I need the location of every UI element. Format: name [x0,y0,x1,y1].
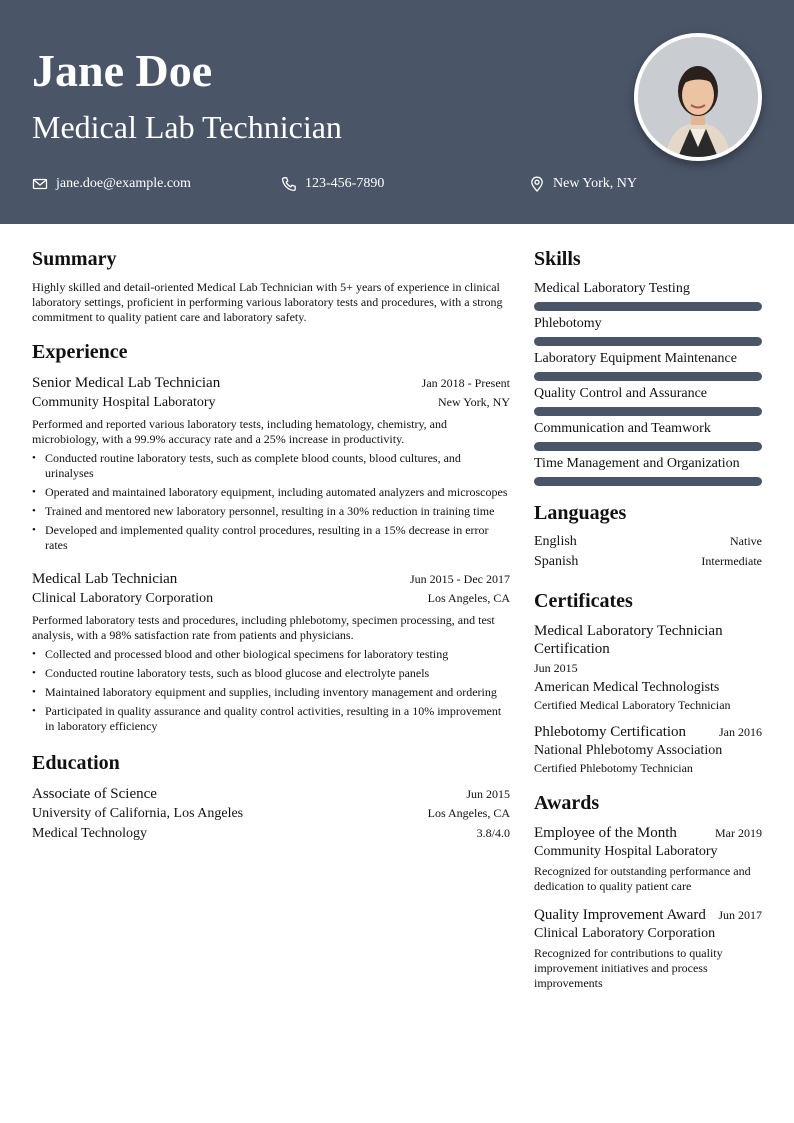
job-dates: Jan 2018 - Present [421,376,510,390]
job-bullets [32,647,510,734]
job-entry [32,569,510,734]
certificate-date: Jun 2015 [534,661,578,675]
job-description: Performed and reported various laboratory tests, including hematology, chemistry, and microbiology, with a 99.9% accuracy rate and a 25% increase in productivity. [32,417,447,446]
job-description: Performed laboratory tests and procedures, including phlebotomy, specimen processing, and test analysis, with a 98% satisfaction rate from patients and physicians. [32,613,495,642]
language-name: English [534,534,577,549]
award-title: Employee of the Month [534,825,677,841]
certificate-issuer: American Medical Technologists [534,680,720,695]
certificate-date: Jan 2016 [719,725,762,739]
list-item: • Conducted routine laboratory tests, such as blood glucose and electrolyte panels [32,666,510,681]
language-name: Spanish [534,554,579,569]
awards-section [534,790,762,991]
job-location: Los Angeles, CA [427,591,510,605]
skill-item [534,350,762,381]
award-org: Community Hospital Laboratory [534,844,718,859]
degree-name: Associate of Science [32,786,157,802]
certificates-section [534,588,762,776]
languages-section [534,500,762,574]
skill-name: Quality Control and Assurance [534,386,708,401]
phone-icon [281,176,297,192]
skill-item [534,385,762,416]
list-item: • Developed and implemented quality control procedures, resulting in a 15% decrease in error rates [32,523,510,553]
list-item: • Collected and processed blood and other biological specimens for laboratory testing [32,647,510,662]
list-item: • Participated in quality assurance and quality control activities, resulting in a 10% improvement in laboratory efficiency [32,704,510,734]
skill-item [534,455,762,486]
main-column [32,246,510,858]
skill-name: Communication and Teamwork [534,421,711,436]
certificate-title: Phlebotomy Certification [534,724,687,740]
education-heading: Education [32,752,120,774]
language-item [534,534,762,554]
school-name: University of California, Los Angeles [32,806,244,821]
language-level: Intermediate [701,554,762,568]
contact-email[interactable] [32,174,191,194]
skill-item [534,315,762,346]
list-item: • Maintained laboratory equipment and supplies, including inventory management and ordering [32,685,510,700]
summary-section [32,246,510,325]
location-pin-icon [529,176,545,192]
school-location: Los Angeles, CA [427,806,510,820]
gpa: 3.8/4.0 [476,826,510,840]
list-item: • Trained and mentored new laboratory personnel, resulting in a 30% reduction in training time [32,504,510,519]
language-item [534,554,762,574]
job-entry [32,373,510,553]
skill-level-bar [534,477,762,486]
summary-text: Highly skilled and detail-oriented Medical Lab Technician with 5+ years of experience in clinical laboratory settings, proficient in performing various laboratory tests and procedures, with a strong commitment to quality patient care and laboratory safety. [32,280,503,324]
skill-item [534,280,762,311]
experience-section [32,339,510,734]
mail-icon [32,176,48,192]
sidebar-column [534,246,762,1005]
list-item: • Conducted routine laboratory tests, such as complete blood counts, blood cultures, and urinalyses [32,451,510,481]
skill-item [534,420,762,451]
skill-level-bar [534,372,762,381]
certificate-detail: Certified Phlebotomy Technician [534,761,693,775]
awards-heading: Awards [534,792,600,814]
job-bullets [32,451,510,553]
award-detail: Recognized for contributions to quality improvement initiatives and process improvements [534,946,723,990]
language-level: Native [730,534,762,548]
job-title-text: Senior Medical Lab Technician [32,375,221,391]
award-date: Mar 2019 [715,826,762,840]
list-item: • Operated and maintained laboratory equipment, including automated analyzers and microscopes [32,485,510,500]
skills-heading: Skills [534,248,581,270]
skill-level-bar [534,442,762,451]
certificate-item [534,723,762,776]
award-item [534,906,762,991]
contact-location [529,174,637,194]
certificate-title: Medical Laboratory Technician Certification [534,623,723,657]
skill-name: Time Management and Organization [534,456,740,471]
education-date: Jun 2015 [466,787,510,801]
job-location: New York, NY [437,395,510,409]
skill-name: Medical Laboratory Testing [534,281,690,296]
job-company: Community Hospital Laboratory [32,395,216,410]
profile-photo [634,33,762,161]
award-title: Quality Improvement Award [534,907,706,923]
candidate-name: Jane Doe [32,45,213,96]
resume-header [0,0,794,224]
job-title: Medical Lab Technician [32,109,342,145]
experience-heading: Experience [32,341,128,363]
field-of-study: Medical Technology [32,826,148,841]
skill-level-bar [534,302,762,311]
job-dates: Jun 2015 - Dec 2017 [410,572,510,586]
job-title-text: Medical Lab Technician [32,571,178,587]
skill-name: Laboratory Equipment Maintenance [534,351,737,366]
languages-heading: Languages [534,502,627,524]
job-company: Clinical Laboratory Corporation [32,591,214,606]
award-date: Jun 2017 [718,908,762,922]
skill-level-bar [534,337,762,346]
skill-level-bar [534,407,762,416]
contact-phone[interactable] [281,174,384,194]
certificate-item [534,622,762,713]
award-item [534,824,762,894]
award-detail: Recognized for outstanding performance and dedication to quality patient care [534,864,751,893]
education-section [32,750,510,844]
skill-name: Phlebotomy [534,316,602,331]
certificate-detail: Certified Medical Laboratory Technician [534,698,731,712]
phone-text: 123-456-7890 [305,176,385,191]
award-org: Clinical Laboratory Corporation [534,926,716,941]
certificate-issuer: National Phlebotomy Association [534,743,723,758]
email-text: jane.doe@example.com [56,176,191,191]
skills-section [534,246,762,486]
summary-heading: Summary [32,248,117,270]
certificates-heading: Certificates [534,590,633,612]
location-text: New York, NY [553,176,638,191]
